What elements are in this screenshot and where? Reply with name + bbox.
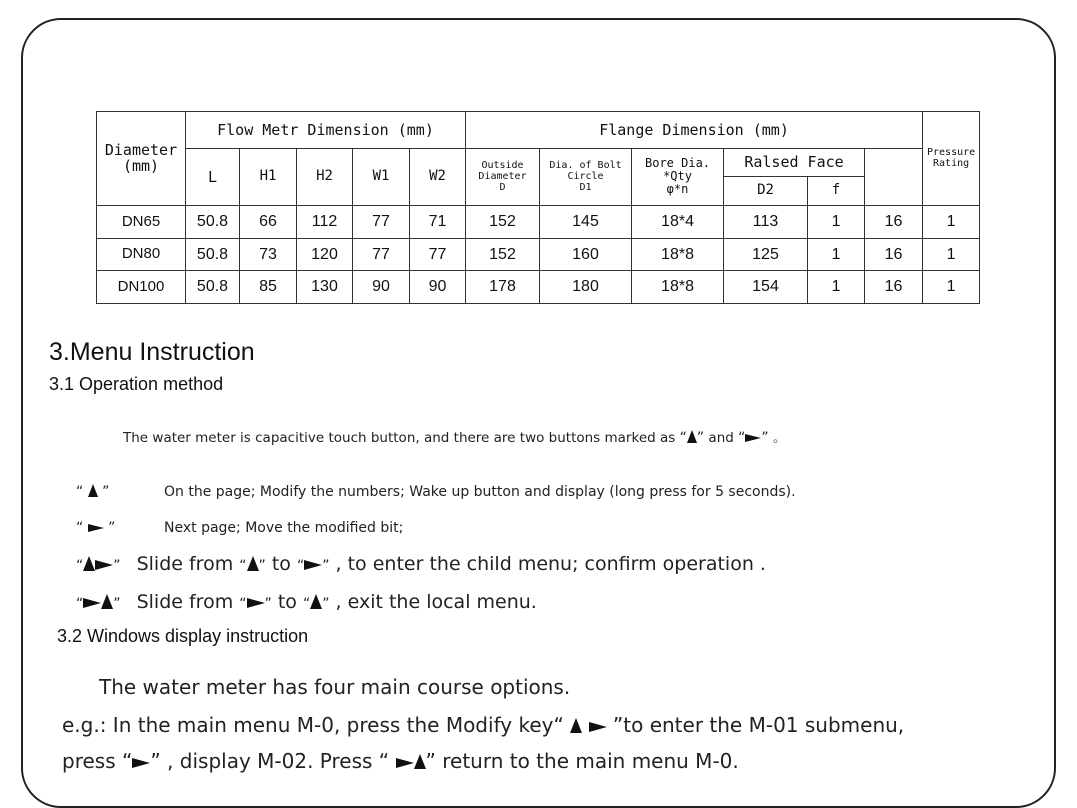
table-cell: 112	[297, 205, 353, 238]
up-triangle-icon	[570, 718, 582, 733]
flange-dimension-header: Flange Dimension (mm)	[466, 112, 923, 149]
table-cell: 154	[724, 271, 808, 304]
up-triangle-icon	[88, 484, 98, 497]
diameter-header: Diameter (mm)	[97, 112, 186, 206]
intro-line: The water meter is capacitive touch button, and there are two buttons marked as “ ” and “ ” 。	[123, 430, 787, 446]
flow-dimension-header: Flow Metr Dimension (mm)	[186, 112, 466, 149]
table-cell: 77	[353, 238, 410, 271]
col-f: f	[808, 177, 865, 206]
up-triangle-icon	[687, 430, 697, 443]
table-cell: 152	[466, 238, 540, 271]
up-triangle-icon	[247, 556, 259, 571]
table-cell: 50.8	[186, 205, 240, 238]
col-outside-diameter: Outside Diameter D	[466, 148, 540, 205]
table-cell: 1	[808, 205, 865, 238]
up-key-glyph: “ ”	[76, 484, 110, 500]
table-cell: 120	[297, 238, 353, 271]
right-triangle-icon	[132, 758, 150, 768]
table-cell: 50.8	[186, 238, 240, 271]
right-triangle-icon	[95, 560, 113, 570]
table-cell: 50.8	[186, 271, 240, 304]
table-cell: 66	[240, 205, 297, 238]
table-cell: 16	[865, 205, 923, 238]
section-title: 3.Menu Instruction	[49, 338, 255, 366]
pressure-rating-header: Pressure Rating	[923, 112, 980, 206]
table-cell: 90	[410, 271, 466, 304]
table-cell: 1	[808, 238, 865, 271]
table-cell: 18*8	[632, 271, 724, 304]
table-cell: 73	[240, 238, 297, 271]
table-cell: 85	[240, 271, 297, 304]
table-cell: 113	[724, 205, 808, 238]
col-w1: W1	[353, 148, 410, 205]
table-cell: 125	[724, 238, 808, 271]
table-cell: 18*4	[632, 205, 724, 238]
up-triangle-icon	[101, 594, 113, 609]
table-cell: 16	[865, 238, 923, 271]
main-options-paragraph: The water meter has four main course options.	[99, 675, 571, 699]
table-cell: 160	[540, 238, 632, 271]
right-triangle-icon	[83, 598, 101, 608]
dimension-table	[96, 111, 980, 304]
row-label-cell: DN65	[97, 205, 186, 238]
right-triangle-icon	[304, 560, 322, 570]
table-cell: 152	[466, 205, 540, 238]
col-l: L	[186, 148, 240, 205]
table-cell: 1	[808, 271, 865, 304]
table-cell: 1	[923, 271, 980, 304]
row-label-cell: DN100	[97, 271, 186, 304]
table-row	[97, 238, 980, 271]
table-cell: 1	[923, 205, 980, 238]
right-triangle-icon	[247, 598, 265, 608]
row-label-cell: DN80	[97, 238, 186, 271]
up-triangle-icon	[414, 754, 426, 769]
table-row	[97, 205, 980, 238]
table-cell: 90	[353, 271, 410, 304]
col-h2: H2	[297, 148, 353, 205]
table-cell: 71	[410, 205, 466, 238]
col-h1: H1	[240, 148, 297, 205]
slide-right-up-line: “ ” Slide from “ ” to “ ” , exit the local menu.	[76, 591, 537, 613]
col-w2: W2	[410, 148, 466, 205]
up-triangle-icon	[83, 556, 95, 571]
slide-up-right-line: “ ” Slide from “ ” to “ ” , to enter the child menu; confirm operation .	[76, 553, 766, 575]
subsection-title-windows: 3.2 Windows display instruction	[57, 626, 309, 646]
right-triangle-icon	[396, 758, 414, 768]
right-key-glyph: “ ”	[76, 520, 116, 536]
table-cell: 180	[540, 271, 632, 304]
col-bore: Bore Dia. *Qty φ*n	[632, 148, 724, 205]
example-line: e.g.: In the main menu M-0, press the Modify key“ ”to enter the M-01 submenu,	[62, 713, 905, 737]
col-d2: D2	[724, 177, 808, 206]
table-cell: 130	[297, 271, 353, 304]
table-cell: 1	[923, 238, 980, 271]
table-cell: 178	[466, 271, 540, 304]
table-cell: 77	[410, 238, 466, 271]
right-key-description: Next page; Move the modified bit;	[164, 520, 404, 536]
raised-face-header: Ralsed Face	[724, 148, 865, 177]
right-triangle-icon	[88, 524, 104, 532]
press-line: press “ ” , display M-02. Press “ ” return to the main menu M-0.	[62, 749, 739, 773]
table-cell: 18*8	[632, 238, 724, 271]
table-cell: 77	[353, 205, 410, 238]
subsection-title-operation: 3.1 Operation method	[49, 374, 224, 394]
table-row	[97, 271, 980, 304]
table-cell: 16	[865, 271, 923, 304]
col-bolt-circle: Dia. of Bolt Circle D1	[540, 148, 632, 205]
up-triangle-icon	[310, 594, 322, 609]
table-cell: 145	[540, 205, 632, 238]
right-triangle-icon	[745, 434, 761, 442]
up-key-description: On the page; Modify the numbers; Wake up button and display (long press for 5 seconds).	[164, 484, 796, 500]
right-triangle-icon	[589, 722, 607, 732]
